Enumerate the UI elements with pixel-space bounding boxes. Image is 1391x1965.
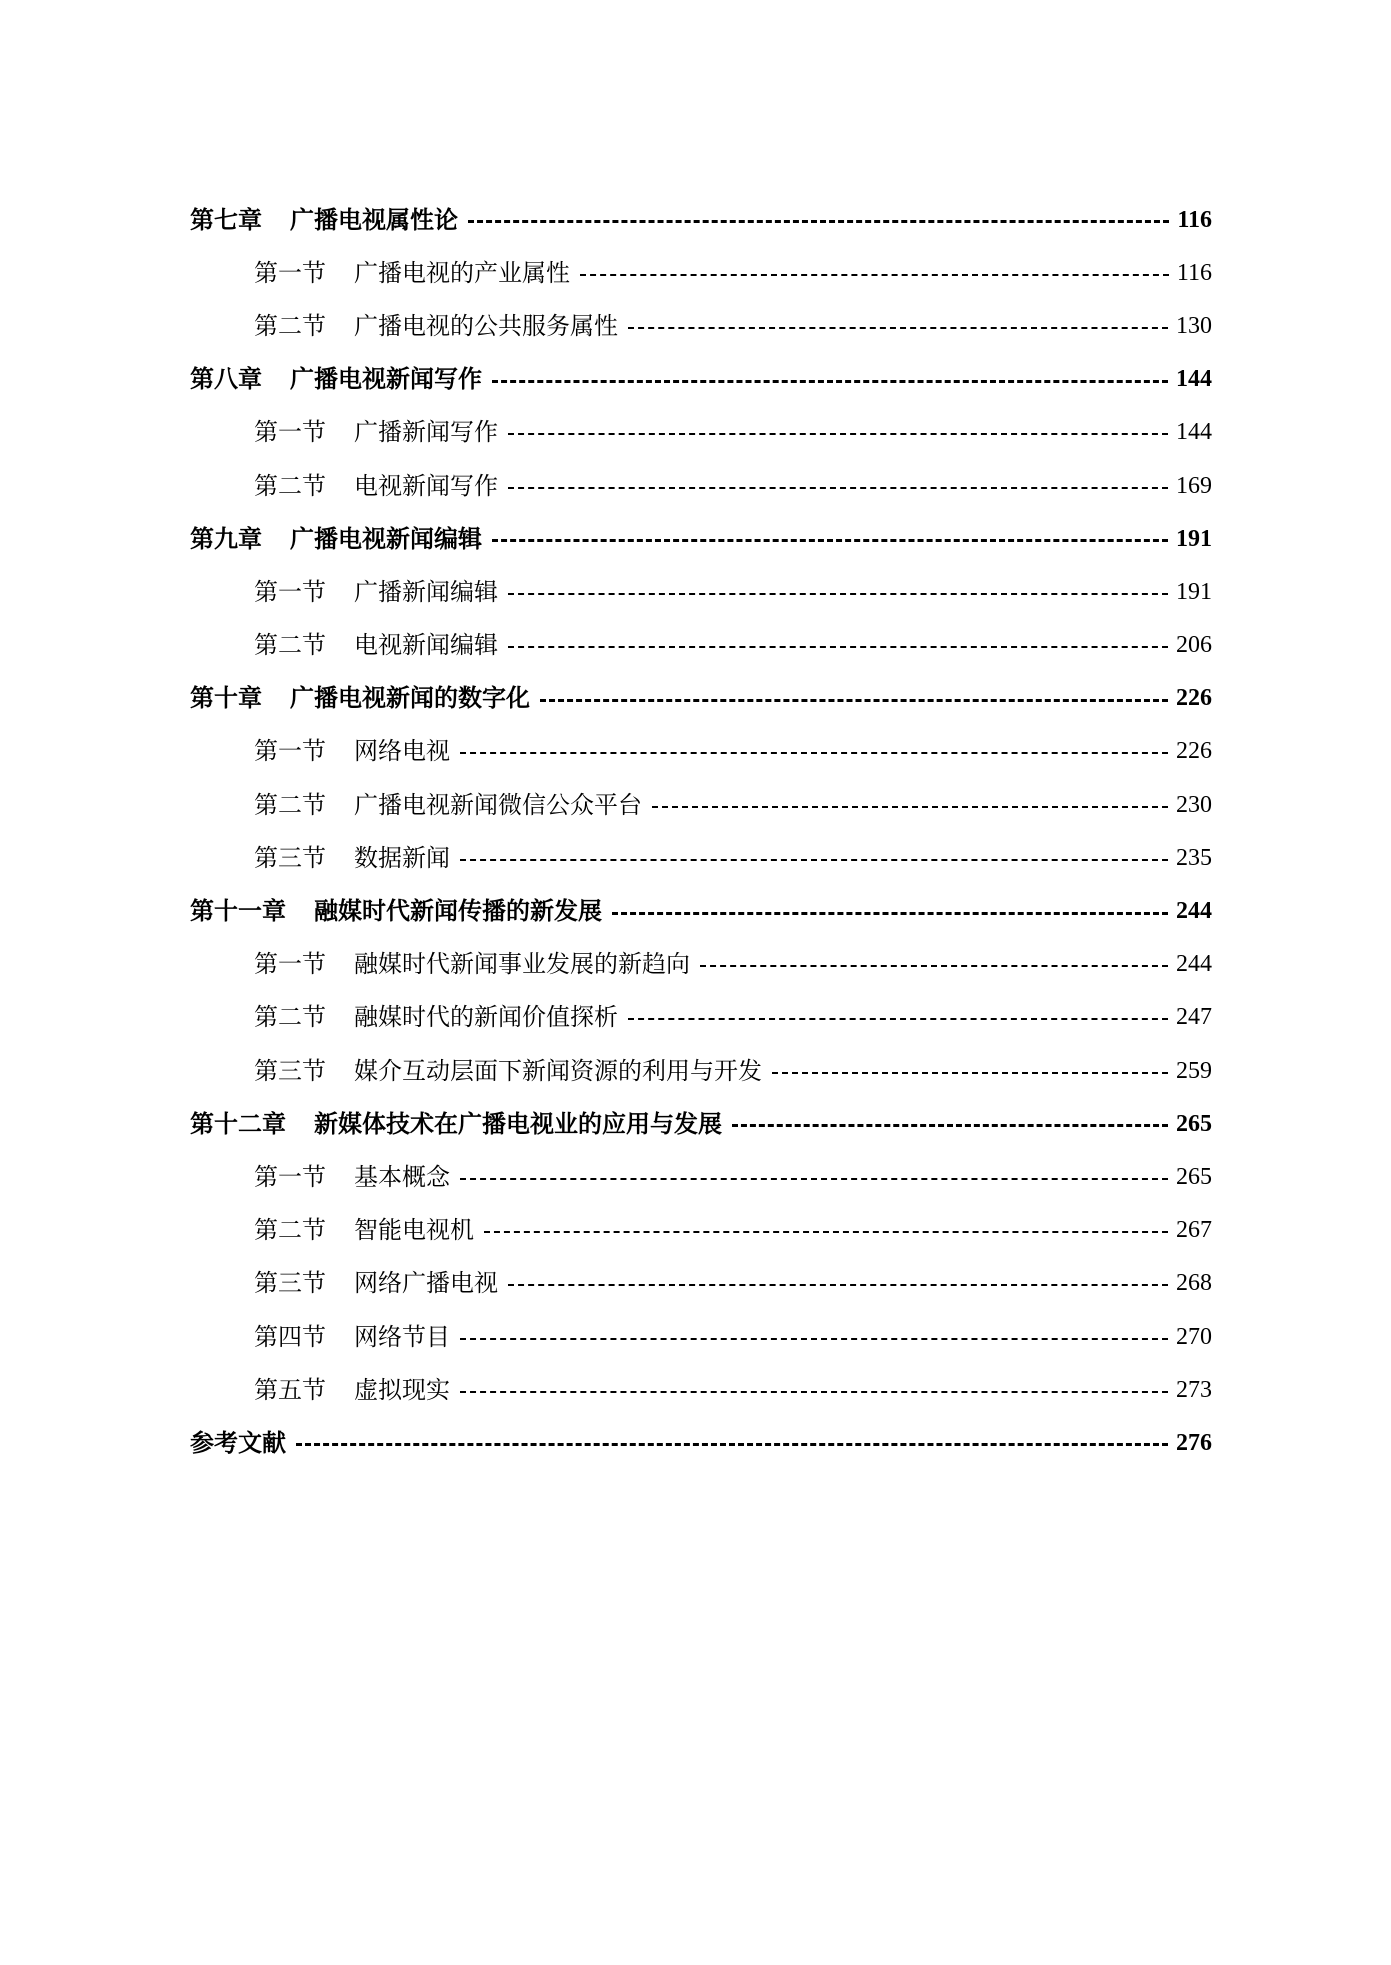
toc-entry-label (254, 950, 690, 979)
toc-entry-title: 智能电视机 (354, 1216, 474, 1245)
toc-entry-title: 广播电视的公共服务属性 (354, 311, 618, 340)
toc-page-number: 191 (1176, 578, 1212, 605)
toc-dot-leader (508, 1284, 1168, 1286)
toc-page-number: 270 (1176, 1323, 1212, 1350)
toc-section-entry[interactable] (190, 619, 1212, 672)
toc-entry-label (190, 1108, 722, 1138)
toc-chapter-entry[interactable] (190, 884, 1212, 937)
toc-entry-number: 第二节 (254, 631, 326, 660)
toc-entry-number: 第二节 (254, 471, 326, 500)
toc-dot-leader (628, 1018, 1168, 1020)
toc-page-number: 116 (1176, 259, 1212, 286)
toc-dot-leader (612, 912, 1168, 915)
toc-entry-label (190, 204, 458, 234)
toc-dot-leader (580, 274, 1169, 276)
toc-section-entry[interactable] (190, 1363, 1212, 1416)
toc-chapter-entry[interactable] (190, 193, 1212, 246)
toc-entry-number: 第十二章 (190, 1108, 286, 1138)
toc-page-number: 265 (1176, 1110, 1212, 1137)
toc-section-entry[interactable] (190, 1150, 1212, 1203)
toc-entry-title: 网络节目 (354, 1322, 450, 1351)
toc-page-number: 191 (1176, 525, 1212, 552)
toc-dot-leader (460, 1178, 1168, 1180)
toc-chapter-entry[interactable] (190, 1097, 1212, 1150)
toc-entry-number: 第一节 (254, 737, 326, 766)
toc-page-number: 244 (1176, 951, 1212, 978)
toc-entry-number: 第五节 (254, 1375, 326, 1404)
toc-page-number: 265 (1176, 1163, 1212, 1190)
toc-entry-title: 电视新闻写作 (354, 471, 498, 500)
toc-entry-label (254, 258, 570, 287)
toc-entry-number: 第二节 (254, 1216, 326, 1245)
toc-page-number: 144 (1176, 419, 1212, 446)
toc-entry-number: 第二节 (254, 790, 326, 819)
toc-page-number: 169 (1176, 472, 1212, 499)
toc-entry-title: 融媒时代的新闻价值探析 (354, 1003, 618, 1032)
toc-entry-label (254, 1216, 474, 1245)
toc-entry-number: 第十章 (190, 683, 262, 713)
toc-dot-leader (484, 1231, 1168, 1233)
toc-entry-number: 第一节 (254, 418, 326, 447)
toc-page-number: 268 (1176, 1270, 1212, 1297)
toc-entry-label (254, 843, 450, 872)
toc-entry-title: 电视新闻编辑 (354, 631, 498, 660)
toc-entry-number: 第二节 (254, 1003, 326, 1032)
toc-page-number: 259 (1176, 1057, 1212, 1084)
toc-section-entry[interactable] (190, 406, 1212, 459)
toc-dot-leader (732, 1124, 1168, 1127)
toc-entry-number: 第十一章 (190, 896, 286, 926)
toc-entry-number: 第一节 (254, 258, 326, 287)
toc-entry-title: 广播电视新闻微信公众平台 (354, 790, 642, 819)
toc-entry-number: 第九章 (190, 523, 262, 553)
toc-page-number: 226 (1176, 738, 1212, 765)
toc-entry-label (190, 896, 602, 926)
toc-entry-label (190, 1427, 286, 1457)
toc-entry-label (190, 364, 482, 394)
toc-dot-leader (508, 593, 1168, 595)
toc-section-entry[interactable] (190, 778, 1212, 831)
toc-page-number: 116 (1177, 206, 1212, 233)
toc-dot-leader (652, 806, 1168, 808)
toc-entry-number: 第二节 (254, 311, 326, 340)
toc-dot-leader (468, 220, 1169, 223)
toc-entry-number: 第一节 (254, 950, 326, 979)
toc-entry-number: 第一节 (254, 1162, 326, 1191)
toc-entry-label (254, 1162, 450, 1191)
toc-dot-leader (700, 965, 1168, 967)
toc-dot-leader (460, 1338, 1168, 1340)
toc-page-number: 235 (1176, 844, 1212, 871)
toc-dot-leader (628, 327, 1168, 329)
toc-entry-label (254, 790, 642, 819)
toc-entry-title: 虚拟现实 (354, 1375, 450, 1404)
toc-entry-title: 数据新闻 (354, 843, 450, 872)
toc-chapter-entry[interactable] (190, 1416, 1212, 1469)
toc-entry-title: 广播电视属性论 (290, 204, 458, 234)
toc-entry-label (254, 1375, 450, 1404)
toc-entry-title: 融媒时代新闻事业发展的新趋向 (354, 950, 690, 979)
toc-page-number: 244 (1176, 898, 1212, 925)
toc-entry-label (254, 471, 498, 500)
toc-page-number: 230 (1176, 791, 1212, 818)
table-of-contents (190, 193, 1212, 1470)
toc-entry-title: 广播电视新闻编辑 (290, 523, 482, 553)
toc-entry-label (190, 523, 482, 553)
toc-entry-label (254, 1322, 450, 1351)
toc-entry-label (190, 683, 530, 713)
toc-entry-title: 新媒体技术在广播电视业的应用与发展 (314, 1108, 722, 1138)
toc-chapter-entry[interactable] (190, 512, 1212, 565)
toc-section-entry[interactable] (190, 1044, 1212, 1097)
toc-entry-label (254, 1269, 498, 1298)
toc-dot-leader (460, 859, 1168, 861)
toc-dot-leader (296, 1443, 1168, 1446)
toc-dot-leader (508, 487, 1168, 489)
toc-entry-label (254, 631, 498, 660)
toc-entry-number: 第八章 (190, 364, 262, 394)
toc-dot-leader (508, 433, 1168, 435)
toc-entry-title: 广播电视新闻的数字化 (290, 683, 530, 713)
toc-section-entry[interactable] (190, 299, 1212, 352)
toc-dot-leader (772, 1072, 1168, 1074)
toc-entry-label (254, 1056, 762, 1085)
toc-dot-leader (492, 539, 1168, 542)
toc-entry-label (254, 418, 498, 447)
toc-entry-number: 第三节 (254, 843, 326, 872)
toc-entry-label (254, 577, 498, 606)
toc-page-number: 273 (1176, 1376, 1212, 1403)
toc-page-number: 247 (1176, 1004, 1212, 1031)
toc-entry-label (254, 737, 450, 766)
toc-section-entry[interactable] (190, 991, 1212, 1044)
toc-entry-label (254, 311, 618, 340)
toc-dot-leader (460, 1391, 1168, 1393)
toc-dot-leader (460, 752, 1168, 754)
toc-entry-title: 广播新闻编辑 (354, 577, 498, 606)
toc-entry-title: 广播新闻写作 (354, 418, 498, 447)
toc-entry-title: 广播电视新闻写作 (290, 364, 482, 394)
toc-entry-number: 第四节 (254, 1322, 326, 1351)
toc-entry-title: 媒介互动层面下新闻资源的利用与开发 (354, 1056, 762, 1085)
toc-section-entry[interactable] (190, 1310, 1212, 1363)
toc-section-entry[interactable] (190, 1204, 1212, 1257)
toc-page-number: 267 (1176, 1217, 1212, 1244)
toc-entry-number: 第一节 (254, 577, 326, 606)
toc-entry-number: 参考文献 (190, 1427, 286, 1457)
toc-page-number: 130 (1176, 312, 1212, 339)
toc-entry-number: 第三节 (254, 1269, 326, 1298)
toc-entry-title: 广播电视的产业属性 (354, 258, 570, 287)
toc-dot-leader (492, 380, 1168, 383)
toc-entry-title: 网络广播电视 (354, 1269, 498, 1298)
toc-entry-label (254, 1003, 618, 1032)
toc-section-entry[interactable] (190, 938, 1212, 991)
toc-section-entry[interactable] (190, 246, 1212, 299)
toc-page-number: 276 (1176, 1429, 1212, 1456)
toc-entry-title: 基本概念 (354, 1162, 450, 1191)
toc-entry-title: 网络电视 (354, 737, 450, 766)
toc-section-entry[interactable] (190, 565, 1212, 618)
toc-section-entry[interactable] (190, 459, 1212, 512)
toc-entry-title: 融媒时代新闻传播的新发展 (314, 896, 602, 926)
toc-chapter-entry[interactable] (190, 353, 1212, 406)
toc-chapter-entry[interactable] (190, 672, 1212, 725)
toc-entry-number: 第七章 (190, 204, 262, 234)
toc-page-number: 144 (1176, 366, 1212, 393)
toc-page-number: 226 (1176, 685, 1212, 712)
toc-page-number: 206 (1176, 632, 1212, 659)
toc-dot-leader (508, 646, 1168, 648)
toc-section-entry[interactable] (190, 1257, 1212, 1310)
toc-dot-leader (540, 699, 1168, 702)
toc-section-entry[interactable] (190, 725, 1212, 778)
toc-entry-number: 第三节 (254, 1056, 326, 1085)
toc-section-entry[interactable] (190, 831, 1212, 884)
